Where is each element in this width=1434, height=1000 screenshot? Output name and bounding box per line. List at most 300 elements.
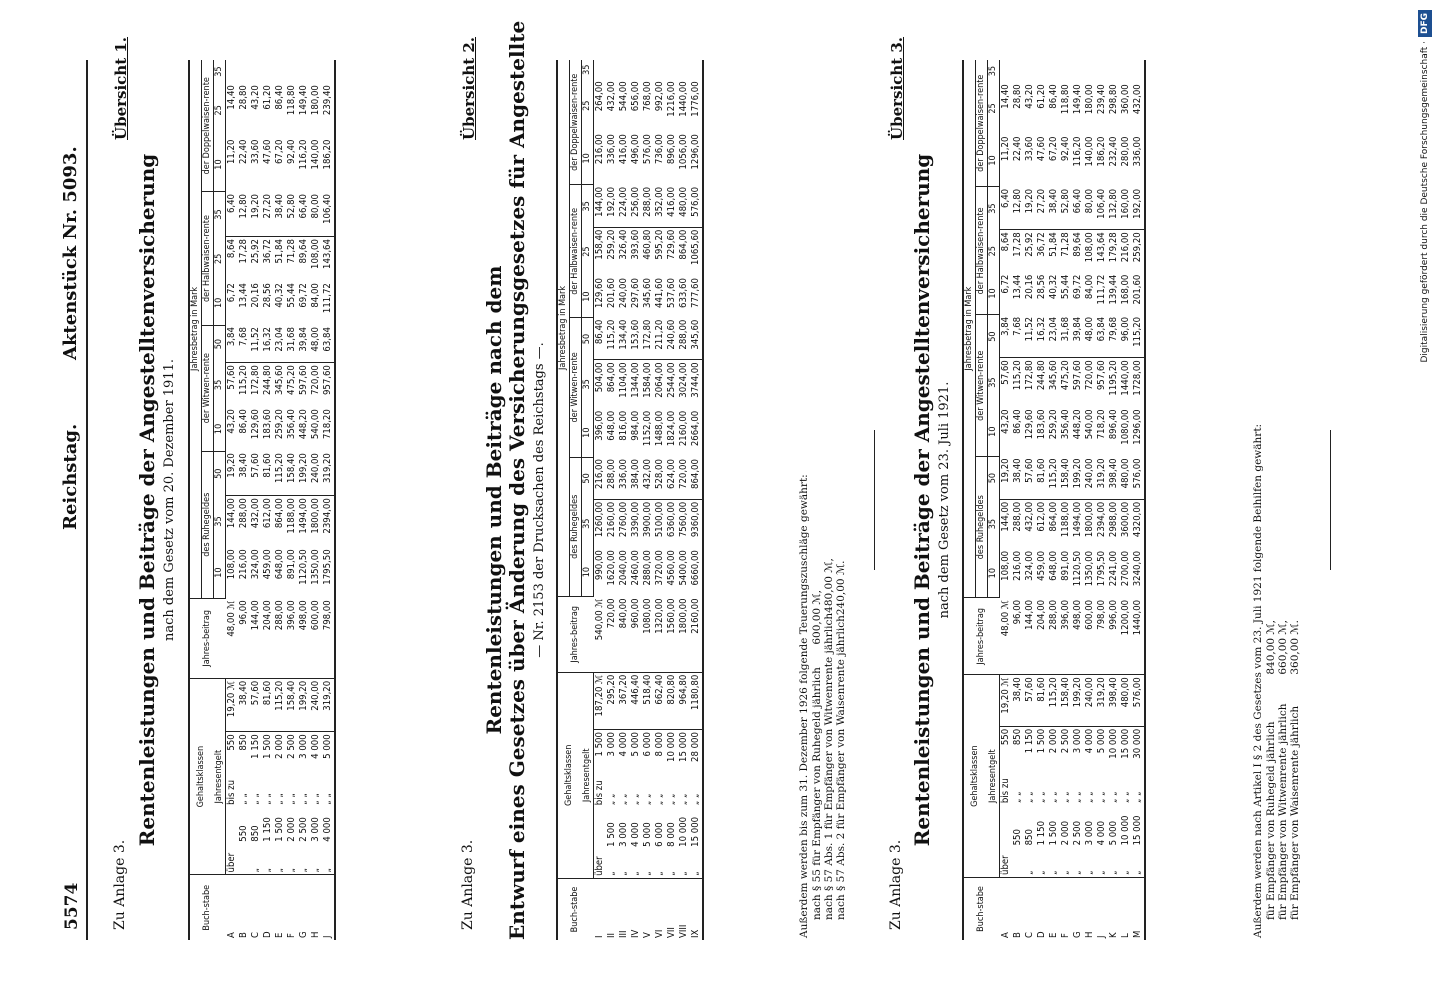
col-classes: Gehaltsklassen	[963, 675, 988, 878]
table-cell: 6,72	[226, 283, 237, 303]
table-cell: 2040,00	[618, 550, 629, 586]
table-cell: 186,20	[322, 139, 333, 170]
col-income: Jahresentgelt	[214, 678, 226, 875]
year-header: 50	[582, 318, 594, 360]
table-cell: 367,20	[618, 672, 630, 729]
year-header: 10	[214, 281, 226, 325]
table-cell: 256,00	[630, 185, 642, 227]
table-cell: „ „	[1072, 791, 1083, 804]
table-cell: 180,00	[310, 85, 321, 116]
table-cell: 92,40	[286, 139, 297, 165]
table-cell: 10 000	[1108, 728, 1119, 759]
table-cell	[226, 807, 239, 844]
table-cell: 662,40	[654, 672, 666, 729]
table-cell: „	[250, 844, 262, 875]
table-cell: 448,20	[298, 409, 309, 440]
table-cell: 1296,00	[690, 134, 701, 170]
table-cell: 891,00	[1060, 550, 1071, 581]
table-cell: „	[618, 849, 630, 879]
table-row	[322, 60, 335, 940]
table-cell	[238, 844, 250, 875]
section-divider	[874, 430, 875, 570]
table-cell: 3390,00	[630, 501, 641, 538]
table-cell: 2160,00	[690, 596, 703, 672]
table-cell: 25,92	[1024, 232, 1035, 257]
table-cell: 864,00	[606, 362, 617, 393]
table-cell: 172,80	[1024, 360, 1035, 391]
table-1-body	[226, 60, 336, 940]
table-cell	[1012, 847, 1024, 877]
table-cell: 475,20	[1060, 360, 1071, 391]
table-cell: 111,72	[322, 283, 333, 314]
table-cell: 143,64	[1096, 232, 1107, 263]
table-cell: 280,00	[1120, 136, 1131, 167]
years-row	[988, 60, 1000, 940]
table-cell: 1494,00	[1072, 501, 1083, 538]
table-cell: 518,40	[642, 672, 654, 729]
year-header: 25	[582, 227, 594, 276]
table-cell: 1440,00	[678, 81, 689, 117]
table-cell: 5 000	[642, 822, 653, 847]
table-cell: „ „	[1132, 791, 1143, 804]
table-cell: 55,44	[1060, 274, 1071, 300]
table-cell: 2544,00	[666, 362, 677, 398]
table-cell: 57,60	[226, 365, 237, 390]
table-cell: 48,00	[1084, 315, 1096, 358]
table-cell: M	[1132, 930, 1143, 938]
table-cell: 27,20	[1036, 187, 1048, 230]
table-cell: 1188,00	[1060, 501, 1071, 538]
table-cell: 597,60	[298, 365, 309, 396]
table-cell: 66,40	[1072, 187, 1084, 230]
table-cell: 964,80	[678, 672, 690, 729]
table-cell: 108,00	[226, 549, 237, 580]
table-cell: 600,00	[1084, 598, 1096, 675]
table-cell: 3600,00	[1120, 501, 1131, 538]
table-2	[556, 60, 704, 940]
table-cell: 498,00	[1072, 598, 1084, 675]
table-cell: 216,00	[1012, 550, 1023, 581]
table-cell: 17,28	[238, 239, 249, 264]
table-cell: 8 000	[654, 732, 665, 757]
table-cell: „	[1108, 847, 1120, 877]
table-cell: über	[226, 844, 239, 875]
table-cell: 537,60	[666, 278, 677, 308]
table-cell: 850	[250, 825, 261, 842]
table-cell: 240,00	[1084, 675, 1096, 727]
table-cell: 15 000	[690, 816, 701, 847]
table-cell: 172,80	[250, 365, 261, 396]
table-cell: 11,52	[1024, 315, 1036, 358]
year-header: 35	[988, 499, 1000, 549]
table-cell: 14,40	[226, 85, 237, 110]
table-cell: 180,00	[1084, 84, 1095, 115]
table-cell: 23,04	[274, 325, 286, 363]
year-header: 10	[582, 548, 594, 596]
table-cell: 1800,00	[1084, 501, 1095, 538]
table-cell: 576,00	[642, 134, 653, 165]
year-header: 10	[582, 276, 594, 318]
table-cell: 14,40	[1000, 84, 1011, 109]
table-cell: 28,80	[238, 85, 249, 110]
table-cell: „	[1084, 847, 1096, 877]
table-cell: 1056,00	[678, 134, 689, 170]
table-cell: 1800,00	[678, 596, 690, 672]
table-cell: 264,00	[594, 81, 605, 112]
table-cell: 158,40	[286, 451, 298, 496]
table-cell: 480,00	[1120, 456, 1132, 499]
table-cell: „	[1120, 847, 1132, 877]
table-cell: 1104,00	[618, 362, 629, 398]
table-cell: 139,44	[1108, 274, 1119, 305]
table-cell: 850	[1024, 829, 1035, 846]
table-cell: 47,60	[1036, 136, 1047, 162]
table-row	[250, 60, 262, 940]
table-cell: „	[654, 849, 666, 879]
table-cell: „ „	[642, 793, 653, 806]
table-cell: 648,00	[606, 410, 617, 441]
table-cell: 134,40	[618, 318, 630, 360]
year-header: 35	[582, 185, 594, 227]
table-cell: 550	[1012, 829, 1023, 846]
table-row	[238, 60, 250, 940]
table-cell: 4 000	[1096, 820, 1107, 846]
header-rule	[86, 60, 88, 940]
table-cell: „	[286, 844, 298, 875]
table-1-title: Rentenleistungen und Beiträge der Angestelltenversicherung	[135, 153, 159, 847]
table-cell: 47,60	[262, 139, 273, 165]
table-row	[226, 60, 239, 940]
table-cell	[1000, 805, 1013, 847]
year-header: 35	[214, 363, 226, 408]
col-income: Jahresentgelt	[988, 675, 1000, 878]
table-cell: 648,00	[274, 549, 285, 580]
table-cell: 326,40	[618, 229, 629, 260]
table-cell: 648,00	[1048, 550, 1059, 581]
table-cell: 416,00	[666, 185, 678, 227]
table-cell: C	[1024, 932, 1035, 938]
table-cell: L	[1120, 933, 1131, 938]
year-header: 35	[214, 60, 226, 83]
table-cell: 777,60	[690, 278, 701, 308]
year-header: 35	[214, 496, 226, 548]
table-cell: 550	[226, 734, 237, 751]
table-cell: 28,56	[1036, 274, 1047, 300]
table-cell: 69,72	[1072, 274, 1083, 300]
table-cell: „	[298, 844, 310, 875]
year-header: 10	[582, 409, 594, 457]
table-cell: 23,04	[1048, 315, 1060, 358]
table-cell: 118,80	[1060, 84, 1071, 115]
table-cell: 38,40	[1048, 187, 1060, 230]
table-cell: 108,00	[1000, 550, 1011, 581]
table-cell: 172,80	[642, 318, 654, 360]
table-cell: 1 150	[262, 817, 273, 842]
table-cell: IV	[630, 929, 641, 938]
table-2-title-line2: Entwurf eines Gesetzes über Änderung des Versicherungsgesetzes für Angestellte	[505, 20, 529, 940]
table-cell: 80,00	[1084, 187, 1096, 230]
col-witwen: der Witwen-rente	[202, 325, 214, 451]
table-cell: 115,20	[1012, 360, 1023, 391]
table-cell: 1080,00	[1120, 409, 1131, 445]
table-row	[1024, 60, 1036, 940]
table-cell: 3 000	[618, 822, 629, 847]
col-classes: Gehaltsklassen	[189, 678, 214, 875]
table-cell: 398,40	[1108, 675, 1120, 727]
table-cell: 298,80	[1108, 84, 1119, 115]
anlage-label-3: Zu Anlage 3.	[888, 839, 904, 930]
table-cell: 600,00	[310, 598, 322, 678]
table-cell: „ „	[298, 793, 309, 805]
table-cell: G	[298, 931, 309, 938]
table-cell: 129,60	[594, 278, 605, 308]
table-cell: „	[1132, 847, 1145, 877]
year-header: 25	[214, 83, 226, 137]
table-cell: 153,60	[630, 318, 642, 360]
table-cell: 288,00	[1012, 501, 1023, 532]
table-cell: A	[225, 932, 237, 938]
table-cell: 891,00	[286, 549, 297, 580]
table-cell: 295,20	[606, 672, 618, 729]
table-cell: 1 150	[250, 734, 261, 759]
table-cell: 288,00	[642, 185, 654, 227]
table-cell: 2160,00	[678, 410, 689, 447]
table-cell: 1560,00	[666, 596, 678, 672]
table-cell: 71,28	[286, 239, 297, 264]
table-cell: „	[642, 849, 654, 879]
table-cell: bis zu	[226, 779, 237, 805]
table-cell: 38,40	[1012, 675, 1024, 727]
table-cell: 1188,00	[286, 498, 297, 534]
table-cell: 52,80	[1060, 187, 1072, 230]
year-header: 35	[582, 60, 594, 79]
table-cell: 319,20	[1096, 675, 1108, 727]
side-note-rotated	[1418, 10, 1432, 990]
year-header: 50	[988, 456, 1000, 499]
table-cell: 446,40	[630, 672, 642, 729]
note-value: 240,00 ℳ.	[835, 560, 847, 616]
table-cell: 36,72	[262, 239, 273, 264]
table-cell: 51,84	[274, 239, 285, 264]
table-cell: 798,00	[1096, 598, 1108, 675]
table-cell: 324,00	[1024, 550, 1035, 581]
year-header: 10	[582, 132, 594, 185]
table-cell: 140,00	[310, 139, 321, 170]
table-cell: 140,00	[1084, 136, 1095, 167]
table-cell: 2394,00	[1096, 501, 1107, 538]
table-cell: 132,80	[1108, 187, 1120, 230]
table-cell: 576,00	[1132, 675, 1145, 727]
table-cell: „	[322, 844, 335, 875]
table-cell: 816,00	[618, 410, 629, 441]
table-cell: 288,00	[678, 318, 690, 360]
table-cell: 259,20	[1048, 409, 1059, 440]
table-cell: 15 000	[1132, 815, 1143, 846]
table-cell: 81,60	[1036, 456, 1048, 499]
table-cell: 244,80	[262, 365, 273, 396]
col-annual: Jahresbetrag in Mark	[557, 60, 570, 596]
table-cell: 40,32	[1048, 274, 1059, 300]
document-number: Aktenstück Nr. 5093.	[60, 146, 81, 360]
table-cell: „	[630, 849, 642, 879]
table-cell: 441,60	[654, 278, 665, 308]
table-cell: F	[286, 933, 297, 938]
table-cell: 38,40	[238, 678, 250, 732]
table-cell: 1440,00	[1120, 360, 1131, 396]
table-cell: 115,20	[1132, 315, 1145, 358]
table-cell: 393,60	[630, 229, 641, 260]
table-cell: 4 000	[310, 734, 321, 759]
note-label: nach § 55 für Empfänger von Ruhegeld jährlich	[811, 667, 823, 920]
table-cell: 992,00	[654, 81, 665, 112]
table-cell: 199,20	[298, 451, 310, 496]
table-cell: 1 500	[1048, 820, 1059, 846]
table-cell: 496,00	[630, 134, 641, 165]
table-cell: 116,20	[1072, 136, 1083, 167]
table-cell: 57,60	[1024, 456, 1036, 499]
table-cell: 216,00	[238, 549, 249, 580]
table-cell: 1824,00	[666, 410, 677, 447]
table-cell: 86,40	[238, 409, 249, 434]
overview-label-2: Übersicht 2.	[460, 36, 478, 140]
table-cell: 57,60	[250, 451, 262, 496]
table-row	[1120, 60, 1132, 940]
table-cell: 398,40	[1108, 456, 1120, 499]
table-cell: 612,00	[262, 498, 273, 529]
table-row	[1132, 60, 1145, 940]
note-line	[823, 558, 835, 920]
table-cell: VI	[654, 929, 665, 938]
col-contribution: Jahres-beitrag	[963, 598, 1000, 675]
table-cell: 84,00	[1084, 274, 1095, 300]
year-header: 35	[214, 192, 226, 237]
table-cell: 67,20	[274, 139, 285, 165]
table-cell: 158,40	[594, 229, 605, 260]
table-cell: „	[274, 844, 286, 875]
table-3-title: Rentenleistungen und Beiträge der Angestelltenversicherung	[910, 153, 934, 847]
table-cell: 9360,00	[690, 501, 701, 538]
table-cell: 5 000	[1108, 820, 1119, 846]
table-cell: 288,00	[1048, 598, 1060, 675]
table-cell: 168,00	[1120, 274, 1131, 305]
table-row	[1108, 60, 1120, 940]
col-letter: Buch-stabe	[570, 886, 581, 933]
table-cell: 20,16	[250, 283, 261, 308]
overview-label-1: Übersicht 1.	[112, 36, 130, 140]
table-cell: 86,40	[274, 85, 285, 110]
table-cell: 89,64	[298, 239, 309, 264]
table-cell: „ „	[606, 793, 617, 806]
table-cell: 820,80	[666, 672, 678, 729]
table-cell: 38,40	[1012, 456, 1024, 499]
table-cell: 240,00	[1084, 456, 1096, 499]
table-cell: 336,00	[1132, 136, 1143, 167]
table-cell: „ „	[1108, 791, 1119, 804]
table-cell: „	[310, 844, 322, 875]
table-cell: 204,00	[262, 598, 274, 678]
table-cell: „	[1060, 847, 1072, 877]
table-cell: 81,60	[262, 678, 274, 732]
table-3-subtitle: nach dem Gesetz vom 23. Juli 1921.	[937, 381, 952, 619]
table-cell: 232,40	[1108, 136, 1119, 167]
table-cell: 144,00	[250, 598, 262, 678]
year-header: 35	[582, 499, 594, 548]
table-cell: 288,00	[238, 498, 249, 529]
col-income: Jahresentgelt	[582, 672, 594, 878]
table-3-notes-intro: Außerdem werden nach Artikel I § 2 des Gesetzes vom 23. Juli 1921 folgende Beihilfen gewährt:	[1252, 423, 1264, 938]
table-cell: bis zu	[1000, 778, 1011, 804]
table-cell: 48,00	[310, 325, 322, 363]
table-cell: 3240,00	[1132, 550, 1143, 587]
table-cell: „ „	[666, 793, 677, 806]
table-cell: 504,00	[594, 362, 605, 393]
note-line	[811, 590, 823, 920]
table-cell: 2 000	[274, 734, 285, 759]
table-cell: 115,20	[1048, 456, 1060, 499]
table-2-head	[557, 60, 594, 940]
table-cell: 201,60	[606, 278, 617, 308]
publication-name: Reichstag.	[60, 423, 81, 530]
table-cell: 15 000	[678, 732, 689, 762]
table-cell: 459,00	[1036, 550, 1047, 581]
table-cell: 1494,00	[298, 498, 309, 534]
table-row	[642, 60, 654, 940]
table-cell: 1440,00	[1132, 598, 1145, 675]
table-cell: 460,80	[642, 229, 653, 260]
table-cell: 63,84	[1096, 315, 1108, 358]
table-cell: 1180,80	[690, 672, 703, 729]
table-cell: 2460,00	[630, 550, 641, 586]
table-cell: 1 500	[1036, 728, 1047, 754]
table-cell: 2 000	[1060, 820, 1071, 846]
table-cell: 106,40	[1096, 187, 1108, 230]
table-cell: 336,00	[606, 134, 617, 165]
table-cell: A	[999, 932, 1011, 938]
table-cell: 57,60	[1000, 360, 1011, 385]
table-cell: 81,60	[262, 451, 274, 496]
table-cell: 432,00	[606, 81, 617, 112]
table-cell: 396,00	[286, 598, 298, 678]
table-row	[1048, 60, 1060, 940]
table-cell: 5400,00	[678, 550, 689, 586]
table-1-subtitle: nach dem Gesetz vom 20. Dezember 1911.	[162, 358, 177, 642]
table-cell: 6 000	[642, 732, 653, 757]
table-cell: 984,00	[630, 410, 641, 441]
table-cell: 20,16	[1024, 274, 1035, 300]
table-cell: 36,72	[1036, 232, 1047, 257]
table-cell: 1795,50	[322, 549, 333, 585]
table-cell: 108,00	[1084, 232, 1095, 263]
table-cell: 158,40	[1060, 675, 1072, 727]
table-cell: 63,84	[322, 325, 335, 363]
table-cell: 48,00 ℳ	[1000, 598, 1013, 675]
table-cell: 5 000	[322, 734, 333, 759]
table-row	[286, 60, 298, 940]
page-number: 5574	[62, 882, 82, 930]
table-cell: 3,84	[1000, 315, 1013, 358]
table-cell: 798,00	[322, 598, 335, 678]
table-cell: 55,44	[286, 283, 297, 308]
table-cell: 48,00 ℳ	[226, 598, 239, 678]
table-cell: 10 000	[678, 816, 689, 847]
table-cell: 144,00	[1000, 501, 1011, 532]
col-halb: der Halbwaisen-rente	[202, 192, 214, 325]
table-cell: 16,32	[262, 325, 274, 363]
table-cell: 28 000	[690, 732, 701, 762]
table-cell: 396,00	[1060, 598, 1072, 675]
table-cell: 864,00	[1048, 501, 1059, 532]
table-cell	[594, 807, 607, 849]
